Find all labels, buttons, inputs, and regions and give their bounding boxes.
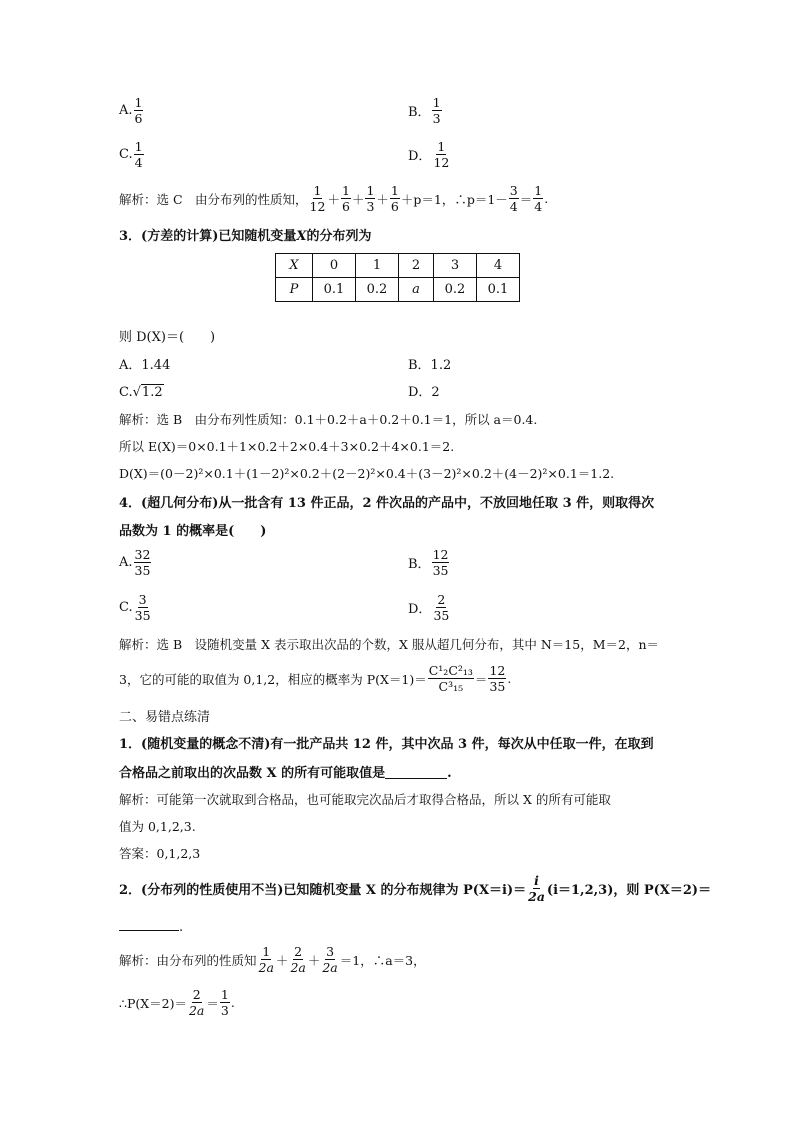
answer-blank xyxy=(119,918,179,931)
q4-option-c: C. $\frac{3}{35}$ xyxy=(119,592,151,624)
fraction: $\frac{\text{C¹₂C²₁₃}}{\text{C³₁₅}}$ xyxy=(428,663,473,695)
option-letter: A. xyxy=(119,103,133,119)
table-cell: 0 xyxy=(313,254,356,278)
section-heading: 二、易错点练清 xyxy=(119,710,211,725)
q4-option-b: B． $\frac{12}{35}$ xyxy=(408,547,449,579)
table-cell: X xyxy=(276,254,313,278)
q3-option-c: C.√1.2 xyxy=(119,385,163,400)
fraction: $\frac{1}{12}$ xyxy=(433,139,450,171)
table-cell: 2 xyxy=(399,254,434,278)
fraction: $\frac{1}{6}$ xyxy=(134,95,143,127)
q3-stem: 3．(方差的计算)已知随机变量X的分布列为 xyxy=(119,229,372,244)
fraction: $\frac{1}{3}$ xyxy=(432,95,441,127)
e2-solution-line-2: ∴P(X＝2)＝ $\frac{2}{2a}$ ＝ $\frac{1}{3}$ . xyxy=(119,987,235,1019)
fraction: $\frac{i}{2a}$ xyxy=(528,873,545,905)
q2-solution: 解析：选 C 由分布列的性质知， $\frac{1}{12}$ ＋ $\frac{1}{6}$ ＋ $\frac{1}{3}$ ＋ $\frac{1}{6}$ ＋p＝1，∴p＝1－ $\frac{3}{4}$ ＝ $\frac{1}{4}$ . xyxy=(119,183,549,215)
fraction: $\frac{32}{35}$ xyxy=(134,547,151,579)
e1-stem-line-2: 合格品之前取出的次品数 X 的所有可能取值是 . xyxy=(119,766,452,781)
table-cell: 0.1 xyxy=(313,278,356,302)
e2-stem-line-1: 2．(分布列的性质使用不当)已知随机变量 X 的分布规律为 P(X＝i)＝ $\frac{i}{2a}$ (i＝1,2,3)，则 P(X＝2)＝ xyxy=(119,873,712,905)
fraction: $\frac{3}{35}$ xyxy=(134,592,151,624)
fraction: $\frac{2}{2a}$ xyxy=(290,944,306,976)
fraction: $\frac{1}{2a}$ xyxy=(258,944,274,976)
q4-option-d: D． $\frac{2}{35}$ xyxy=(408,592,450,624)
e2-solution-line-1: 解析：由分布列的性质知 $\frac{1}{2a}$ ＋ $\frac{2}{2a}$ ＋ $\frac{3}{2a}$ ＝1，∴a＝3， xyxy=(119,944,426,976)
e1-solution-line-1: 解析：可能第一次就取到合格品，也可能取完次品后才取得合格品，所以 X 的所有可能取 xyxy=(119,792,611,807)
distribution-table xyxy=(275,253,520,302)
q3-option-d: D．2 xyxy=(408,385,440,400)
fraction: $\frac{1}{4}$ xyxy=(134,139,143,171)
fraction: $\frac{12}{35}$ xyxy=(489,663,506,695)
fraction: $\frac{1}{3}$ xyxy=(220,987,229,1019)
table-cell: 0.2 xyxy=(434,278,477,302)
table-row xyxy=(276,278,520,302)
q4-solution-line-1: 解析：选 B 设随机变量 X 表示取出次品的个数，X 服从超几何分布，其中 N＝15，M＝2，n＝ xyxy=(119,637,659,652)
table-cell: P xyxy=(276,278,313,302)
option-letter: C. xyxy=(119,147,133,163)
q3-solution-line-3: D(X)＝(0－2)²×0.1＋(1－2)²×0.2＋(2－2)²×0.4＋(3－2)²×0.2＋(4－2)²×0.1＝1.2. xyxy=(119,466,615,481)
answer-blank xyxy=(385,766,447,779)
q4-solution-line-2: 3，它的可能的取值为 0,1,2，相应的概率为 P(X＝1)＝ $\frac{\text{C¹₂C²₁₃}}{\text{C³₁₅}}$ ＝ $\frac{12}{35}$ . xyxy=(119,663,512,695)
q3-solution-line-1: 解析：选 B 由分布列性质知：0.1＋0.2＋a＋0.2＋0.1＝1，所以 a＝0.4. xyxy=(119,412,538,427)
option-letter: D． xyxy=(408,149,432,165)
e1-answer: 答案：0,1,2,3 xyxy=(119,846,201,861)
q2-option-c xyxy=(119,140,145,169)
table-cell: 1 xyxy=(356,254,399,278)
q3-solution-line-2: 所以 E(X)＝0×0.1＋1×0.2＋2×0.4＋3×0.2＋4×0.1＝2. xyxy=(119,439,455,454)
fraction: $\frac{12}{35}$ xyxy=(432,547,449,579)
q4-stem-line-1: 4．(超几何分布)从一批含有 13 件正品，2 件次品的产品中，不放回地任取 3 件，则取得次 xyxy=(119,496,655,511)
table-cell: a xyxy=(399,278,434,302)
table-row xyxy=(276,254,520,278)
q3-option-a: A．1.44 xyxy=(119,358,171,373)
fraction: $\frac{3}{2a}$ xyxy=(322,944,338,976)
q3-option-b: B．1.2 xyxy=(408,358,452,373)
table-cell: 0.2 xyxy=(356,278,399,302)
q2-option-a xyxy=(119,96,144,125)
q4-stem-line-2: 品数为 1 的概率是( ) xyxy=(119,524,267,539)
q2-option-d xyxy=(408,140,451,169)
table-cell: 4 xyxy=(477,254,520,278)
e1-stem-line-1: 1．(随机变量的概念不清)有一批产品共 12 件，其中次品 3 件，每次从中任取一件，在取到 xyxy=(119,737,654,752)
fraction: $\frac{2}{2a}$ xyxy=(188,987,205,1019)
q4-option-a: A. $\frac{32}{35}$ xyxy=(119,547,151,579)
fraction: $\frac{2}{35}$ xyxy=(433,592,450,624)
q3-ask: 则 D(X)＝( ) xyxy=(119,330,216,345)
q2-option-b xyxy=(408,96,443,125)
table-cell: 3 xyxy=(434,254,477,278)
table-cell: 0.1 xyxy=(477,278,520,302)
e2-stem-line-2: . xyxy=(119,918,183,934)
option-letter: B． xyxy=(408,105,431,121)
e1-solution-line-2: 值为 0,1,2,3. xyxy=(119,819,196,834)
